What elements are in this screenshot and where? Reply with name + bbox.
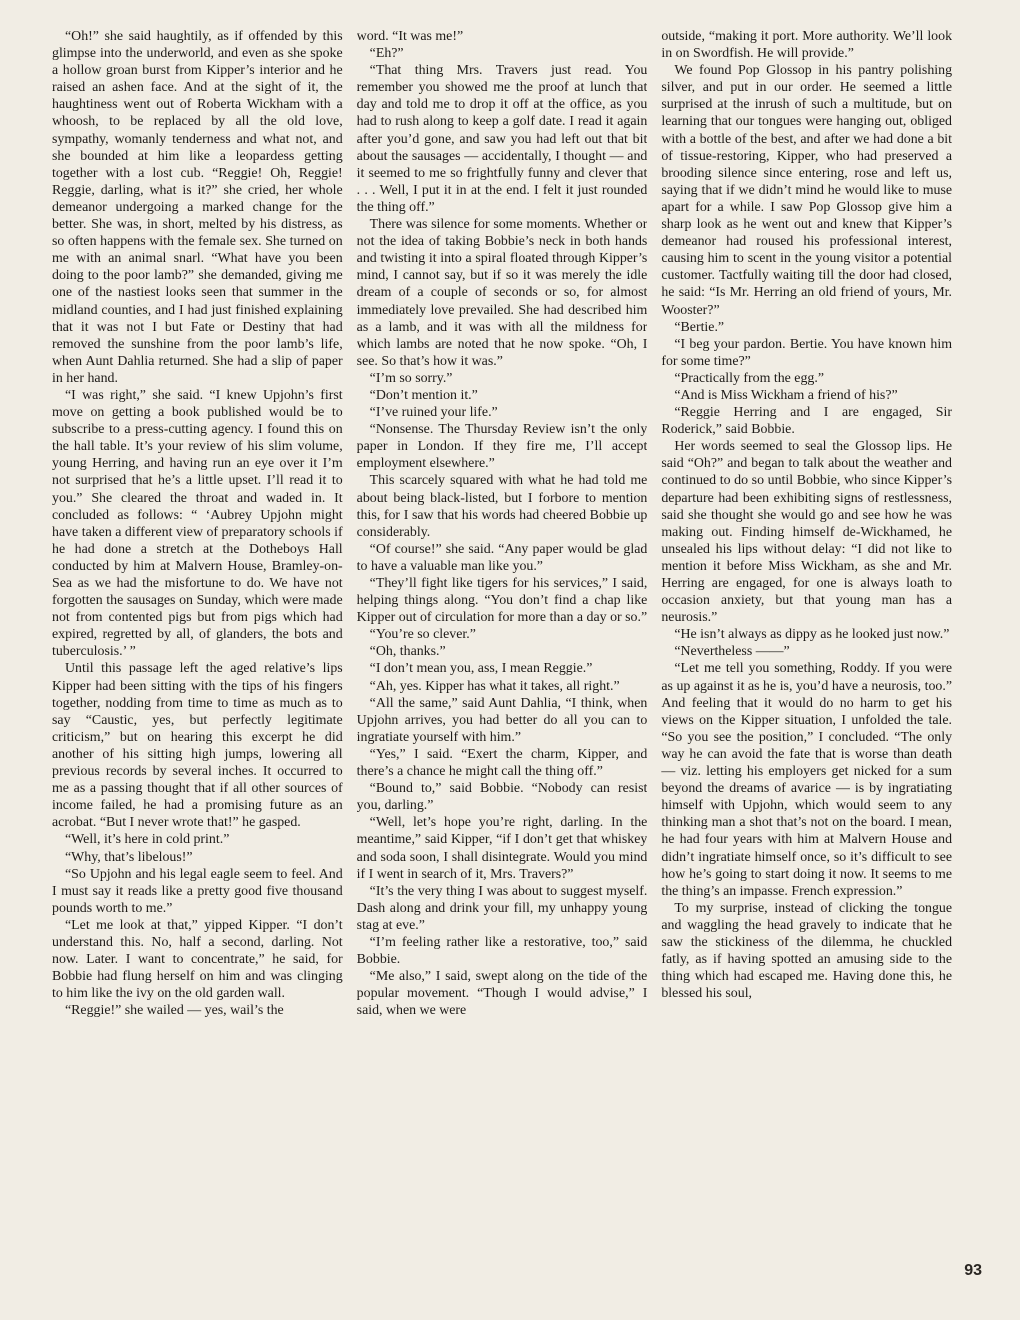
paragraph: “Let me look at that,” yipped Kipper. “I don’t understand this. No, half a second, darling. Not now. Later. I want to concentrate,” he said, for Bobbie had flung herself on him and was clinging to him like the ivy on the old garden wall.: [52, 917, 343, 1002]
paragraph: To my surprise, instead of clicking the tongue and waggling the head gravely to indicate that he saw the stickiness of the dilemma, he chuckled fatly, as if having spotted an amusing side to the thing which had escaped me. Having done this, he blessed his soul,: [661, 900, 953, 1002]
paragraph: “It’s the very thing I was about to suggest myself. Dash along and drink your fill, my unhappy young stag at eve.”: [356, 883, 648, 933]
page-number: 93: [964, 1262, 982, 1279]
paragraph: “Of course!” she said. “Any paper would be glad to have a valuable man like you.”: [356, 541, 648, 574]
paragraph: “Bertie.”: [674, 319, 725, 335]
column-1: [52, 28, 343, 1290]
paragraph: We found Pop Glossop in his pantry polishing silver, and put in our order. He seemed a little surprised at the inrush of such a multitude, but on learning that our tongues were hanging out, obliged with a bottle of the best, and after we had done a bit of tissue-restoring, Kipper, who had preserved a brooding silence since entering, rose and left us, saying that if we didn’t mind he would like to muse apart for a while. I saw Pop Glossop give him a sharp look as he went out and knew that Kipper’s demeanor had roused his professional interest, causing him to scent in the young visitor a potential customer. Tactfully waiting till the door had closed, he said: “Is Mr. Herring an old friend of yours, Mr. Wooster?”: [661, 63, 953, 318]
column-2: [357, 28, 648, 1290]
paragraph: “Me also,” I said, swept along on the tide of the popular movement. “Though I would advise,” I said, when we were: [356, 969, 648, 1019]
paragraph: “I’m so sorry.”: [369, 370, 453, 386]
paragraph: “I beg your pardon. Bertie. You have known him for some time?”: [661, 336, 953, 369]
paragraph: “Yes,” I said. “Exert the charm, Kipper, and there’s a chance he might call the thing off.”: [356, 746, 648, 780]
paragraph: “Why, that’s libelous!”: [65, 849, 193, 865]
paragraph: “Don’t mention it.”: [369, 387, 478, 403]
paragraph: This scarcely squared with what he had told me about being black-listed, but I forbore to mention this, for I saw that his words had cheered Bobbie up considerably.: [356, 473, 648, 540]
paragraph: “You’re so clever.”: [369, 627, 476, 643]
paragraph: “Nonsense. The Thursday Review isn’t the only paper in London. If they fire me, I’ll accept employment elsewhere.”: [356, 422, 648, 472]
text-columns: [52, 28, 952, 1290]
paragraph: “Nevertheless ——”: [674, 644, 790, 660]
paragraph: “Let me tell you something, Roddy. If you were as up against it as he is, you’d have a neurosis, too.” And feeling that it would do no harm to get his views on the Kipper situation, I unfolded the tale. “So you see the position,” I concluded. “The only way he can avoid the fate that is worse than death — viz. letting his employers get nicked for a sum beyond the dreams of avarice — is by ingratiating himself with Upjohn, which would seem to any thinking man a shot that’s not on the board. I mean, he had four years with him at Malvern House and didn’t ingratiate himself once, so it’s difficult to see how he’s going to start doing it now. It seems to me the thing’s an impasse. French expression.”: [661, 661, 953, 899]
paragraph: “That thing Mrs. Travers just read. You remember you showed me the proof at lunch that day and told me to drop it off at the office, as you had to rush along to keep a golf date. I read it again after you’d gone, and saw you had left out that bit about the sausages — accidentally, I thought — and it seemed to me so frightfully funny and clever that . . . Well, I put it in at the end. I felt it just rounded the thing off.”: [356, 63, 648, 215]
paragraph: “Well, let’s hope you’re right, darling. In the meantime,” said Kipper, “if I don’t get that whiskey and soda soon, I shall disintegrate. Would you mind if I went in search of it, Mrs. Travers?”: [356, 815, 648, 882]
paragraph: Until this passage left the aged relative’s lips Kipper had been sitting with the tips of his fingers together, nodding from time to time as much as to say “Caustic, yes, but perfectly legitimate criticism,” but on hearing this excerpt he did another of his sitting high jumps, lowering all previous records by several inches. It occurred to me as a passing thought that if all other sources of income failed, he had a promising future as an acrobat. “But I never wrote that!” he gasped.: [52, 661, 343, 831]
paragraph: “Oh, thanks.”: [369, 644, 446, 660]
paragraph: “I’m feeling rather like a restorative, too,” said Bobbie.: [356, 934, 648, 968]
paragraph: “And is Miss Wickham a friend of his?”: [674, 387, 898, 403]
paragraph: “Well, it’s here in cold print.”: [65, 832, 230, 848]
paragraph: word. “It was me!”: [356, 29, 464, 44]
paragraph: “So Upjohn and his legal eagle seem to feel. And I must say it reads like a pretty good five thousand pounds worth to me.”: [52, 866, 343, 916]
paragraph: “Oh!” she said haughtily, as if offended by this glimpse into the underworld, and even as she spoke a hollow groan burst from Kipper’s interior and he raised an ashen face. And at the sight of it, the haughtiness went out of Roberta Wickham with a whoosh, to be replaced by all the old love, sympathy, womanly tenderness and what not, and she bounded at him like a leopardess getting together with a lost cub. “Reggie! Oh, Reggie! Reggie, darling, what is it?” she cried, her whole demeanor undergoing a marked change for the better. She was, in short, melted by his distress, as so often happens with the female sex. She turned on me with an animal snarl. “What have you been doing to the poor lamb?” she demanded, giving me one of the nastiest looks seen that summer in the midland counties, and I had just finished explaining that it was not I but Fate or Destiny that had removed the sunshine from the poor lamb’s life, when Aunt Dahlia returned. She had a slip of paper in her hand.: [52, 29, 343, 386]
paragraph: “Reggie Herring and I are engaged, Sir Roderick,” said Bobbie.: [661, 405, 953, 438]
paragraph: There was silence for some moments. Whether or not the idea of taking Bobbie’s neck in both hands and twisting it into a spiral floated through Kipper’s mind, I cannot say, but if so it was merely the idle dream of a couple of seconds or so, for almost immediately love prevailed. She had described him as a lamb, and it was with all the mildness for which lambs are noted that he now spoke. “Oh, I see. So that’s how it was.”: [356, 217, 648, 369]
paragraph: “I was right,” she said. “I knew Upjohn’s first move on getting a book published would be to subscribe to a press-cutting agency. I found this on the hall table. It’s your review of his slim volume, young Herring, and having run an eye over it I’m not surprised that he’s a little upset. I’ll read it to you.” She cleared the throat and waded in. It concluded as follows: “ ‘Aubrey Upjohn might have taken a different view of preparatory schools if he had done a stretch at the Dotheboys Hall conducted by him at Malvern House, Bramley-on-Sea as we had the misfortune to do. We have not forgotten the sausages on Sunday, which were made not from contented pigs but from pigs which had expired, regretted by all, of glanders, the bots and tuberculosis.’ ”: [52, 387, 343, 660]
paragraph: “I’ve ruined your life.”: [369, 405, 498, 421]
paragraph: “Reggie!” she wailed — yes, wail’s the: [65, 1003, 284, 1019]
paragraph: “Ah, yes. Kipper has what it takes, all right.”: [369, 678, 620, 694]
paragraph: Her words seemed to seal the Glossop lips. He said “Oh?” and began to talk about the weather and continued to do so until Bobbie, who since Kipper’s departure had been exhibiting signs of restlessness, said she thought she would go and see how he was making out. Finding himself de-Wickhamed, he unsealed his lips without delay: “I did not like to mention it before Miss Wickham, as she and Mr. Herring are engaged, for one is always loath to occasion anxiety, but that young man has a neurosis.”: [661, 439, 953, 626]
paragraph: “They’ll fight like tigers for his services,” I said, helping things along. “You don’t find a chap like Kipper out of circulation for more than a day or so.”: [356, 576, 648, 626]
paragraph: “I don’t mean you, ass, I mean Reggie.”: [369, 661, 593, 677]
paragraph: “He isn’t always as dippy as he looked just now.”: [674, 627, 950, 643]
paragraph: “All the same,” said Aunt Dahlia, “I think, when Upjohn arrives, you had better do all you can to ingratiate yourself with him.”: [356, 695, 648, 745]
paragraph: “Eh?”: [369, 46, 404, 62]
paragraph: “Practically from the egg.”: [674, 370, 824, 386]
column-3: [661, 28, 952, 1290]
paragraph: outside, “making it port. More authority. We’ll look in on Swordfish. He will provide.”: [661, 29, 953, 62]
paragraph: “Bound to,” said Bobbie. “Nobody can resist you, darling.”: [356, 781, 648, 814]
